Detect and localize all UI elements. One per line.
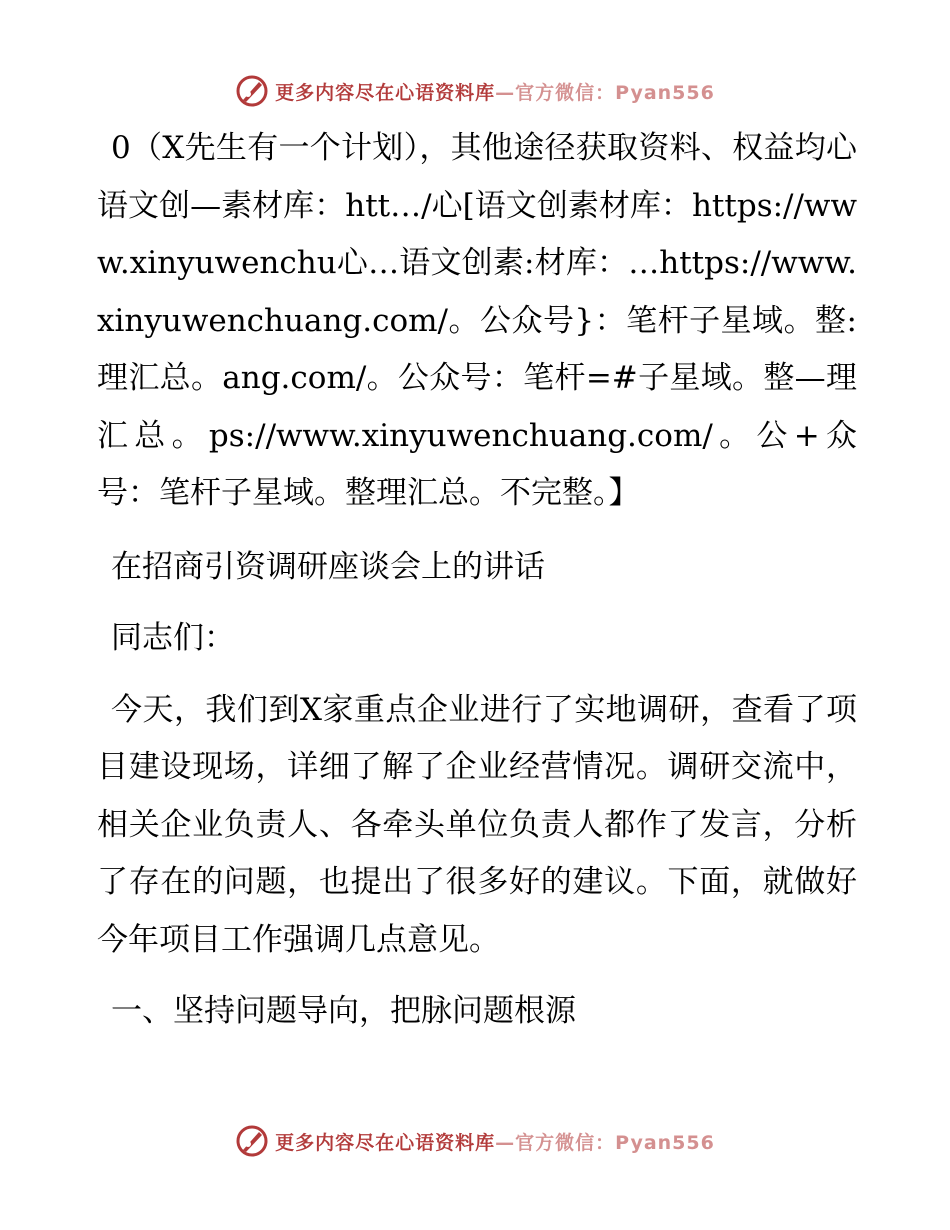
- footer-banner: [0, 1120, 950, 1162]
- header-banner-tail: —官方微信：Pyan556: [495, 81, 715, 104]
- intro-paragraph: 0（X先生有一个计划），其他途径获取资料、权益均心语文创—素材库：htt…/心[语文创素材库：https://www.xinyuwenchu心…语文创素:材库：…https://www.xinyuwenchuang.com/。公众号}：笔杆子星域。整:理汇总。ang.com/。公众号：笔杆=#子星域。整—理汇总。ps://www.xinyuwenchuang.com/。公+众号：笔杆子星域。整理汇总。不完整。】: [97, 130, 857, 511]
- footer-banner-tail: —官方微信：Pyan556: [495, 1131, 715, 1154]
- header-banner-text: [275, 78, 715, 105]
- quill-logo-icon: [235, 74, 269, 108]
- footer-banner-text: [275, 1128, 715, 1155]
- greeting: 同志们：: [111, 620, 235, 656]
- quill-logo-icon: [235, 1124, 269, 1158]
- header-banner-main: 更多内容尽在心语资料库: [275, 81, 496, 104]
- document-body: [97, 120, 857, 1041]
- header-banner: [0, 70, 950, 112]
- footer-banner-main: 更多内容尽在心语资料库: [275, 1131, 496, 1154]
- section-heading-1: 一、坚持问题导向，把脉问题根源: [111, 993, 576, 1029]
- speech-title: 在招商引资调研座谈会上的讲话: [111, 548, 545, 585]
- body-paragraph: 今天，我们到X家重点企业进行了实地调研，查看了项目建设现场，详细了解了企业经营情况。调研交流中，相关企业负责人、各牵头单位负责人都作了发言，分析了存在的问题，也提出了很多好的建议。下面，就做好今年项目工作强调几点意见。: [97, 691, 857, 958]
